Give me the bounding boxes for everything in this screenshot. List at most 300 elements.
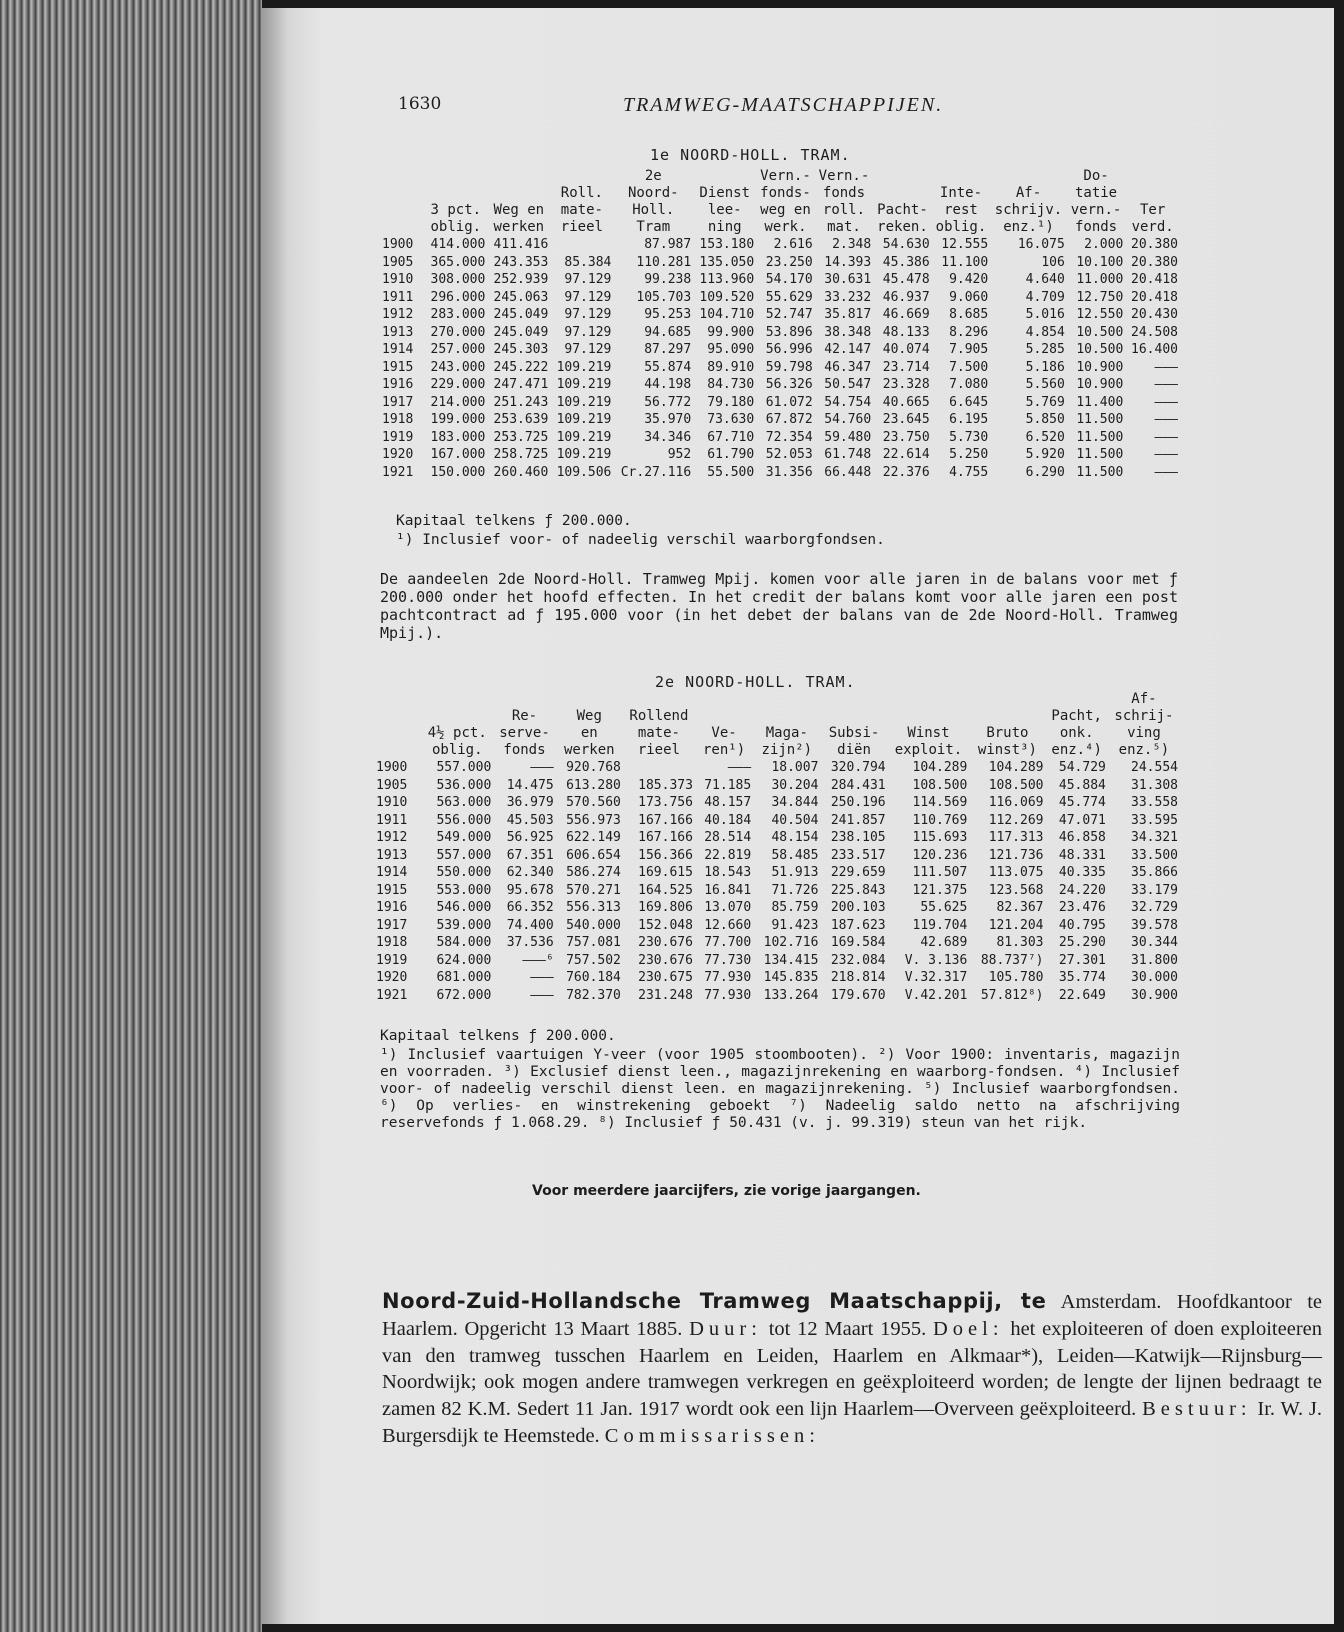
value-cell: 253.725 — [493, 429, 549, 445]
value-cell: 12.750 — [1076, 289, 1124, 305]
value-cell: 179.670 — [830, 987, 886, 1003]
column-header: Ve- ren¹) — [702, 725, 746, 758]
value-cell: 606.654 — [566, 847, 621, 863]
value-cell: 6.520 — [1025, 429, 1065, 445]
column-header: Dienst lee- ning — [699, 185, 750, 235]
value-cell: 6.195 — [949, 412, 989, 427]
value-cell: 5.920 — [1025, 447, 1065, 462]
value-cell: 121.204 — [988, 917, 1044, 933]
value-cell: 245.049 — [493, 307, 549, 322]
value-cell: 247.471 — [493, 377, 549, 392]
year-cell: 1921 — [376, 987, 408, 1003]
value-cell: 270.000 — [430, 324, 486, 340]
value-cell: 87.297 — [644, 342, 692, 357]
value-cell: 8.685 — [949, 307, 989, 322]
value-cell: 563.000 — [436, 795, 492, 810]
value-cell: 5.850 — [1025, 412, 1065, 427]
value-cell: 33.595 — [1131, 812, 1178, 828]
value-cell: 4.709 — [1025, 289, 1065, 305]
value-cell: 20.380 — [1131, 254, 1178, 270]
value-cell: 8.296 — [949, 324, 989, 340]
value-cell: 2.000 — [1084, 237, 1124, 252]
value-cell: 121.736 — [988, 847, 1044, 863]
value-cell: 230.675 — [638, 970, 693, 985]
value-cell: 225.843 — [830, 882, 886, 898]
value-cell: 97.129 — [564, 342, 612, 357]
value-cell: 31.356 — [765, 464, 813, 480]
value-cell: ——— — [1154, 412, 1178, 427]
column-header: 4½ pct. oblig. — [427, 725, 487, 758]
year-cell: 1917 — [376, 917, 408, 933]
year-cell: 1905 — [382, 254, 414, 270]
value-cell: V.32.317 — [904, 970, 968, 985]
table-row — [380, 306, 1180, 324]
table-row — [380, 394, 1180, 412]
value-cell: 33.232 — [824, 289, 872, 305]
value-cell: 231.248 — [638, 987, 693, 1003]
column-header: 3 pct. oblig. — [430, 202, 482, 235]
value-cell: 546.000 — [436, 900, 492, 915]
value-cell: 257.000 — [430, 342, 486, 357]
value-cell: 14.393 — [824, 254, 872, 270]
value-cell: 72.354 — [765, 429, 813, 445]
value-cell: 169.584 — [830, 935, 886, 950]
value-cell: ——— — [530, 987, 554, 1003]
table-row — [380, 359, 1180, 377]
value-cell: 40.074 — [882, 342, 930, 357]
value-cell: 55.874 — [644, 359, 692, 375]
value-cell: 113.960 — [699, 272, 755, 287]
table-row — [374, 969, 1180, 987]
value-cell: 167.000 — [430, 447, 486, 462]
table-row — [380, 411, 1180, 429]
value-cell: 16.841 — [704, 882, 752, 898]
value-cell: ——— — [1154, 359, 1178, 375]
value-cell: 169.615 — [638, 865, 693, 880]
value-cell: 681.000 — [436, 970, 492, 985]
column-header: Af- schrijv. enz.¹) — [994, 185, 1063, 235]
value-cell: 250.196 — [830, 795, 886, 810]
value-cell: 20.418 — [1131, 289, 1178, 305]
year-cell: 1914 — [382, 342, 414, 357]
value-cell: 91.423 — [771, 917, 819, 933]
value-cell: ——— — [1154, 377, 1178, 392]
table-row — [380, 464, 1180, 482]
value-cell: 33.179 — [1131, 882, 1178, 898]
value-cell: 238.105 — [830, 830, 886, 845]
value-cell: 920.768 — [566, 760, 621, 775]
column-header: Pacht, onk. enz.⁴) — [1051, 708, 1102, 758]
value-cell: 36.979 — [506, 795, 554, 810]
value-cell: 61.748 — [824, 447, 872, 462]
value-cell: 187.623 — [830, 917, 886, 933]
value-cell: 46.347 — [824, 359, 872, 375]
value-cell: 23.250 — [765, 254, 813, 270]
value-cell: 284.431 — [830, 777, 886, 793]
year-cell: 1918 — [382, 412, 414, 427]
value-cell: 71.726 — [771, 882, 819, 898]
value-cell: 102.716 — [763, 935, 819, 950]
value-cell: 25.290 — [1058, 935, 1106, 950]
value-cell: 28.514 — [704, 830, 752, 845]
column-header: 2e Noord- Holl. Tram — [627, 168, 679, 235]
column-header — [374, 691, 421, 759]
table-2e-noord-holl-tram — [374, 691, 1180, 1004]
value-cell: 31.308 — [1131, 777, 1178, 793]
value-cell: 87.987 — [644, 237, 692, 252]
value-cell: 59.480 — [824, 429, 872, 445]
table-row — [374, 882, 1180, 900]
value-cell: 115.693 — [912, 830, 968, 845]
column-header: Af- schrij- ving enz.⁵) — [1114, 691, 1174, 758]
value-cell: 51.913 — [771, 865, 819, 880]
value-cell: 40.795 — [1058, 917, 1106, 933]
value-cell: 672.000 — [436, 987, 492, 1003]
value-cell: 104.710 — [699, 307, 755, 322]
value-cell: 47.071 — [1058, 812, 1106, 828]
value-cell: 67.872 — [765, 412, 813, 427]
value-cell: 152.048 — [638, 917, 693, 933]
table-row — [380, 376, 1180, 394]
value-cell: 108.500 — [988, 777, 1044, 793]
value-cell: 46.669 — [882, 307, 930, 322]
value-cell: 156.366 — [638, 847, 693, 863]
value-cell: 624.000 — [436, 952, 492, 968]
table-row — [380, 446, 1180, 464]
value-cell: 35.774 — [1058, 970, 1106, 985]
year-cell: 1918 — [376, 935, 408, 950]
value-cell: ——— — [1154, 447, 1178, 462]
value-cell: 57.812⁸) — [980, 987, 1044, 1003]
value-cell: 106 — [1041, 254, 1065, 270]
value-cell: 33.500 — [1131, 847, 1178, 863]
value-cell: 760.184 — [566, 970, 621, 985]
value-cell: 56.772 — [644, 394, 692, 410]
value-cell: 48.154 — [771, 830, 819, 845]
value-cell: 230.676 — [638, 935, 693, 950]
table1-header-row — [380, 168, 1180, 236]
value-cell: 77.930 — [704, 987, 752, 1003]
company-text-4: Ir. W. J. Burgersdijk te Heemstede. — [382, 1398, 1322, 1447]
column-header: Rollend mate- rieel — [629, 708, 689, 758]
value-cell: ——— — [530, 760, 554, 775]
value-cell: 32.729 — [1131, 900, 1178, 915]
value-cell: 10.100 — [1076, 254, 1124, 270]
value-cell: 24.554 — [1131, 760, 1178, 775]
value-cell: 56.326 — [765, 377, 813, 392]
value-cell: 183.000 — [430, 429, 486, 445]
value-cell: 121.375 — [912, 882, 968, 898]
value-cell: 52.747 — [765, 307, 813, 322]
value-cell: 40.335 — [1058, 865, 1106, 880]
value-cell: 84.730 — [707, 377, 755, 392]
value-cell: 30.000 — [1131, 970, 1178, 985]
column-header — [380, 168, 424, 236]
value-cell: 153.180 — [699, 237, 755, 252]
column-header: Vern.- fonds- weg en werk. — [760, 168, 811, 235]
value-cell: 58.485 — [771, 847, 819, 863]
column-header: Vern.- fonds roll. mat. — [818, 168, 870, 235]
value-cell: 241.857 — [830, 812, 886, 828]
value-cell: 22.649 — [1058, 987, 1106, 1003]
value-cell: 123.568 — [988, 882, 1044, 898]
table-row — [374, 952, 1180, 970]
value-cell: 50.547 — [824, 377, 872, 392]
value-cell: 74.400 — [506, 917, 554, 933]
table1-capital-note: Kapitaal telkens ƒ 200.000. — [396, 513, 632, 529]
value-cell: V.42.201 — [904, 987, 968, 1003]
value-cell: 34.346 — [644, 429, 692, 445]
value-cell: 550.000 — [436, 865, 492, 880]
company-text-1: Amsterdam. Hoofdkantoor te Haarlem. Opgericht 13 Maart 1885. — [382, 1291, 1322, 1340]
value-cell: ——— — [1154, 464, 1178, 480]
label-duur: Duur: — [689, 1317, 762, 1340]
value-cell: 105.780 — [988, 970, 1044, 985]
value-cell: 109.219 — [556, 394, 612, 410]
column-header: Bruto winst³) — [977, 725, 1037, 758]
book-page — [262, 8, 1334, 1624]
value-cell: 66.352 — [506, 900, 554, 915]
column-header: Subsi- diën — [828, 725, 880, 758]
value-cell: 55.625 — [920, 900, 968, 915]
value-cell: 10.900 — [1076, 359, 1124, 375]
value-cell: 46.937 — [882, 289, 930, 305]
value-cell: 230.676 — [638, 952, 693, 968]
table-row — [374, 812, 1180, 830]
company-text-3: het exploiteeren of doen exploiteeren van den tramweg tusschen Haarlem en Leiden, Haarlem en Alkmaar*), Leiden—Katwijk—Rijnsburg—Noordwijk; ook mogen andere tramwegen verkregen en geëxploiteerd worden; de lengte der lijnen bedraagt te zamen 82 K.M. Sedert 11 Jan. 1917 wordt ook een lijn Haarlem—Overveen geëxploiteerd. — [382, 1317, 1322, 1421]
value-cell: 245.222 — [493, 359, 549, 375]
value-cell: 5.250 — [949, 447, 989, 462]
value-cell: 45.884 — [1058, 777, 1106, 793]
value-cell: 10.500 — [1076, 342, 1124, 357]
value-cell: 11.500 — [1076, 412, 1124, 427]
column-header: Weg en werken — [493, 202, 545, 235]
table-row — [374, 917, 1180, 935]
value-cell: 23.645 — [882, 412, 930, 427]
value-cell: ———⁶ — [522, 952, 554, 968]
column-header: Roll. mate- rieel — [560, 185, 603, 235]
value-cell: 77.700 — [704, 935, 752, 950]
value-cell: 97.129 — [564, 307, 612, 322]
value-cell: 4.854 — [1025, 324, 1065, 340]
value-cell: 34.321 — [1131, 830, 1178, 845]
value-cell: 27.301 — [1058, 952, 1106, 968]
value-cell: 13.070 — [704, 900, 752, 915]
value-cell: 22.376 — [882, 464, 930, 480]
value-cell: Cr.27.116 — [620, 464, 692, 480]
value-cell: 308.000 — [430, 272, 486, 287]
year-cell: 1920 — [382, 447, 414, 462]
value-cell: 23.328 — [882, 377, 930, 392]
value-cell: 245.063 — [493, 289, 549, 305]
table-row — [380, 324, 1180, 342]
value-cell: 109.219 — [556, 447, 612, 462]
table-row — [374, 899, 1180, 917]
value-cell: 35.970 — [644, 412, 692, 427]
column-header: Winst exploit. — [894, 725, 963, 758]
value-cell: 95.253 — [644, 307, 692, 322]
value-cell: 42.147 — [824, 342, 872, 357]
value-cell: 18.007 — [771, 760, 819, 775]
value-cell: 94.685 — [644, 324, 692, 340]
value-cell: 117.313 — [988, 830, 1044, 845]
value-cell: 245.303 — [493, 342, 549, 357]
value-cell: 104.289 — [988, 760, 1044, 775]
year-cell: 1910 — [382, 272, 414, 287]
value-cell: 251.243 — [493, 394, 549, 410]
value-cell: 214.000 — [430, 394, 486, 410]
more-years-note: Voor meerdere jaarcijfers, zie vorige jaargangen. — [532, 1183, 921, 1199]
year-cell: 1921 — [382, 464, 414, 480]
value-cell: 48.133 — [882, 324, 930, 340]
value-cell: 48.331 — [1058, 847, 1106, 863]
value-cell: 61.072 — [765, 394, 813, 410]
value-cell: 14.475 — [506, 777, 554, 793]
value-cell: 218.814 — [830, 970, 886, 985]
value-cell: 173.756 — [638, 795, 693, 810]
value-cell: 549.000 — [436, 830, 492, 845]
value-cell: 119.704 — [912, 917, 968, 933]
value-cell: 31.800 — [1131, 952, 1178, 968]
value-cell: 55.629 — [765, 289, 813, 305]
year-cell: 1910 — [376, 795, 408, 810]
value-cell: 12.550 — [1076, 307, 1124, 322]
value-cell: 5.769 — [1025, 394, 1065, 410]
value-cell: 12.555 — [941, 237, 989, 252]
column-header: Weg en werken — [563, 708, 615, 758]
value-cell: 120.236 — [912, 847, 968, 863]
value-cell: 109.219 — [556, 429, 612, 445]
value-cell: 185.373 — [638, 777, 693, 793]
value-cell: 4.640 — [1025, 272, 1065, 287]
value-cell: 164.525 — [638, 882, 693, 898]
column-header: Pacht- reken. — [877, 202, 928, 235]
value-cell: 199.000 — [430, 412, 486, 427]
value-cell: ——— — [1154, 394, 1178, 410]
table2-header-row — [374, 691, 1180, 759]
value-cell: 320.794 — [830, 760, 886, 775]
value-cell: 243.000 — [430, 359, 486, 375]
value-cell: 66.448 — [824, 464, 872, 480]
label-commissarissen: Commissarissen: — [604, 1424, 820, 1447]
table1-title: 1e NOORD-HOLL. TRAM. — [650, 146, 851, 164]
value-cell: 40.504 — [771, 812, 819, 828]
value-cell: 110.281 — [636, 254, 692, 270]
value-cell: 97.129 — [564, 272, 612, 287]
year-cell: 1911 — [376, 812, 408, 828]
value-cell: 11.500 — [1076, 429, 1124, 445]
value-cell: V. 3.136 — [904, 952, 968, 968]
value-cell: 24.508 — [1131, 324, 1178, 340]
table-row — [380, 341, 1180, 359]
value-cell: 584.000 — [436, 935, 492, 950]
value-cell: 20.430 — [1131, 307, 1178, 322]
value-cell: 757.081 — [566, 935, 621, 950]
value-cell: 77.730 — [704, 952, 752, 968]
value-cell: 557.000 — [436, 760, 492, 775]
year-cell: 1915 — [376, 882, 408, 898]
value-cell: 365.000 — [430, 254, 486, 270]
value-cell: 30.900 — [1131, 987, 1178, 1003]
value-cell: 46.858 — [1058, 830, 1106, 845]
year-cell: 1913 — [382, 324, 414, 340]
value-cell: 88.737⁷) — [980, 952, 1044, 968]
value-cell: 45.386 — [882, 254, 930, 270]
value-cell: 5.560 — [1025, 377, 1065, 392]
value-cell: 5.285 — [1025, 342, 1065, 357]
value-cell: 45.478 — [882, 272, 930, 287]
year-cell: 1915 — [382, 359, 414, 375]
value-cell: 9.060 — [949, 289, 989, 305]
value-cell: 34.844 — [771, 795, 819, 810]
value-cell: 116.069 — [988, 795, 1044, 810]
value-cell: 150.000 — [430, 464, 486, 480]
value-cell: 258.725 — [493, 447, 549, 462]
table-row — [374, 864, 1180, 882]
value-cell: 243.353 — [493, 254, 549, 270]
value-cell: 133.264 — [763, 987, 819, 1003]
value-cell: ——— — [1154, 429, 1178, 445]
value-cell: 16.075 — [1017, 237, 1065, 252]
value-cell: 757.502 — [566, 952, 621, 968]
table-row — [374, 934, 1180, 952]
value-cell: 37.536 — [506, 935, 554, 950]
value-cell: 245.049 — [493, 324, 549, 340]
column-header: Do- tatie vern.- fonds — [1070, 168, 1122, 235]
value-cell: 229.659 — [830, 865, 886, 880]
value-cell: 53.896 — [765, 324, 813, 340]
value-cell: 556.000 — [436, 812, 492, 828]
value-cell: 135.050 — [699, 254, 755, 270]
value-cell: 35.817 — [824, 307, 872, 322]
table2-footnotes: ¹) Inclusief vaartuigen Y-veer (voor 1905 stoombooten). ²) Voor 1900: inventaris, magazijn en voorraden. ³) Exclusief dienst leen., magazijnrekening en waarborg-fondsen. ⁴) Inclusief voor- of nadeelig verschil dienst leen. en magazijnrekening. ⁵) Inclusief waarborgfondsen. ⁶) Op verlies- en winstrekening geboekt ⁷) Nadeelig saldo netto na afschrijving reservefonds ƒ 1.068.29. ⁸) Inclusief ƒ 50.431 (v. j. 99.319) steun van het rijk. — [380, 1047, 1180, 1131]
value-cell: 2.616 — [773, 237, 813, 252]
year-cell: 1916 — [376, 900, 408, 915]
value-cell: 23.750 — [882, 429, 930, 445]
value-cell: 553.000 — [436, 882, 492, 898]
year-cell: 1920 — [376, 970, 408, 985]
value-cell: 556.973 — [566, 812, 621, 828]
value-cell: 44.198 — [644, 377, 692, 392]
value-cell: 35.866 — [1131, 865, 1178, 880]
year-cell: 1917 — [382, 394, 414, 410]
value-cell: 104.289 — [912, 760, 968, 775]
year-cell: 1913 — [376, 847, 408, 863]
table2-title: 2e NOORD-HOLL. TRAM. — [655, 673, 856, 691]
value-cell: 16.400 — [1131, 342, 1178, 357]
value-cell: 85.384 — [564, 254, 612, 270]
value-cell: 97.129 — [564, 324, 612, 340]
value-cell: 62.340 — [506, 865, 554, 880]
value-cell: 167.166 — [638, 812, 693, 828]
company-entry — [382, 1288, 1322, 1450]
value-cell: 59.798 — [765, 359, 813, 375]
value-cell: ——— — [530, 970, 554, 985]
value-cell: 11.100 — [941, 254, 989, 270]
value-cell: 56.996 — [765, 342, 813, 357]
value-cell: 10.900 — [1076, 377, 1124, 392]
table-row — [380, 289, 1180, 307]
value-cell: 586.274 — [566, 865, 621, 880]
value-cell: 109.520 — [699, 289, 755, 305]
value-cell: 11.500 — [1076, 464, 1124, 480]
column-header: Inte- rest oblig. — [935, 185, 987, 235]
running-title: TRAMWEG-MAATSCHAPPIJEN. — [623, 94, 944, 116]
value-cell: 85.759 — [771, 900, 819, 915]
table-row — [380, 429, 1180, 447]
value-cell: 6.645 — [949, 394, 989, 410]
value-cell: 229.000 — [430, 377, 486, 392]
